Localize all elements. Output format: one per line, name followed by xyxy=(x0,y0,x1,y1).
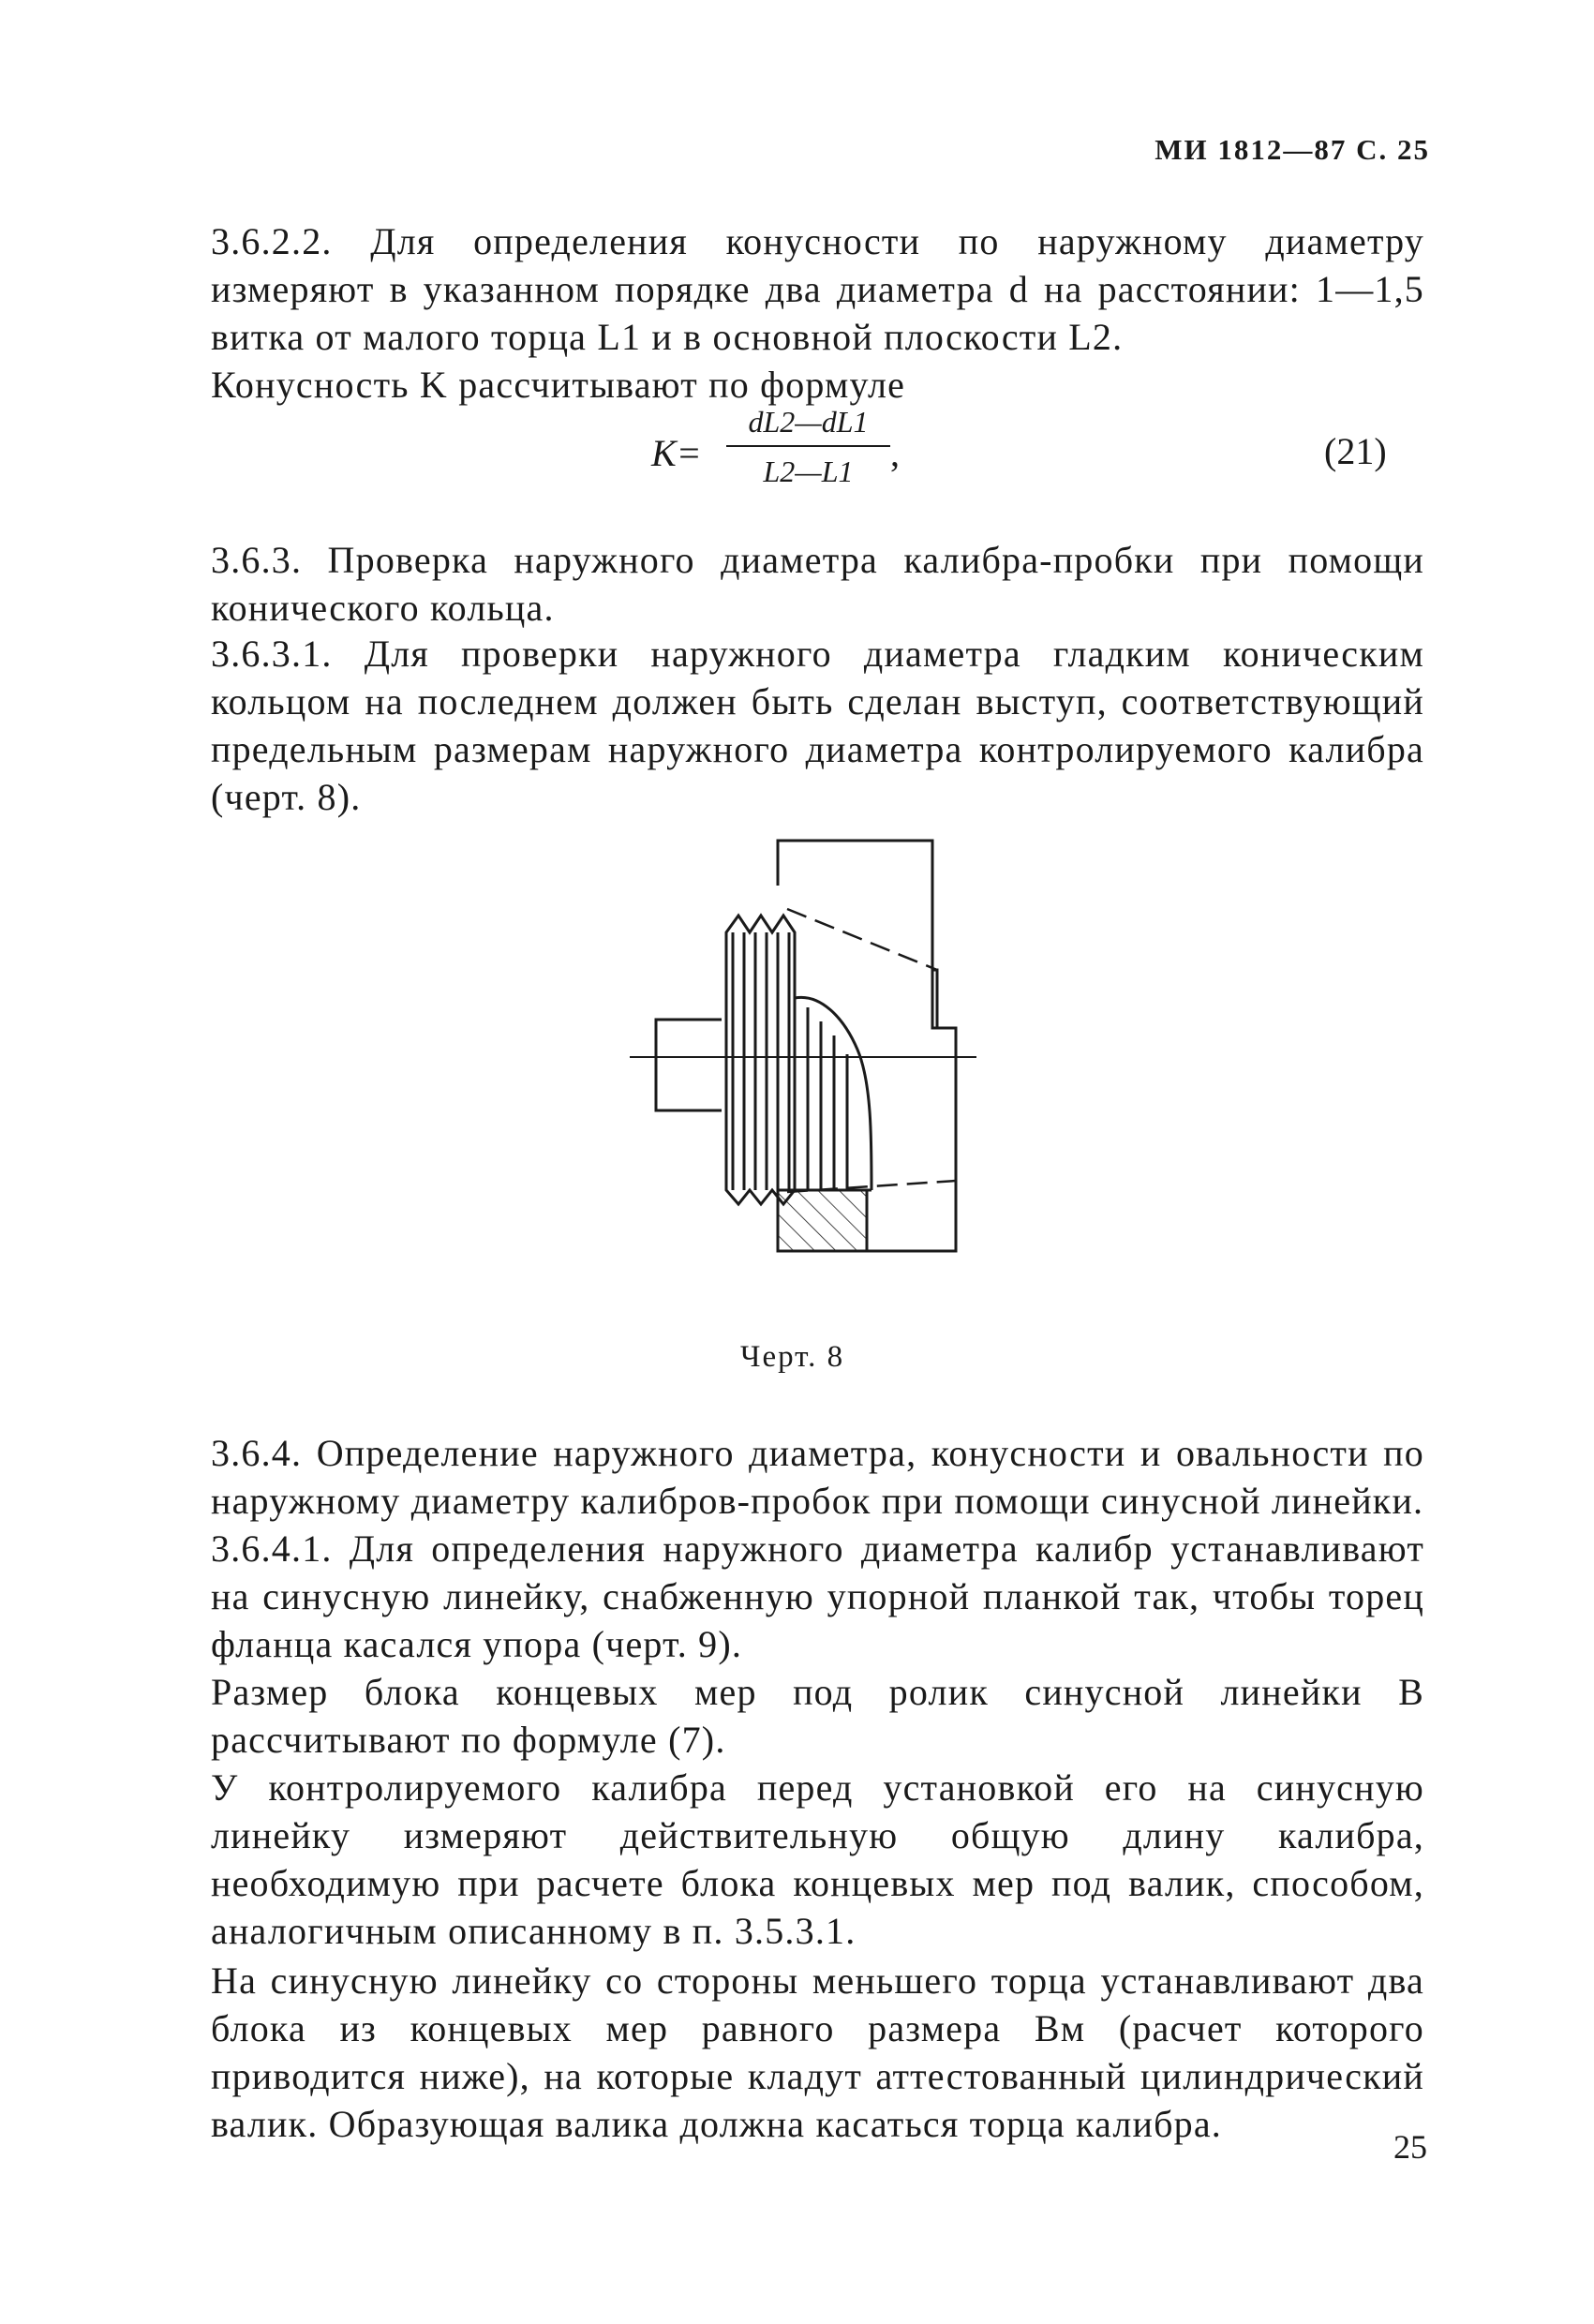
paragraph-sine-bar: На синусную линейку со стороны меньшего торца устанавливают два блока из концевых мер равного размера Bм (расчет которого приводится ниже), на которые кладут аттестованный цилиндрический валик. Образующая валика должна касаться торца калибра. xyxy=(211,1959,1424,2145)
thread-lines xyxy=(733,932,847,1190)
shaft-outline xyxy=(656,1020,722,1110)
fraction-bar xyxy=(726,445,890,447)
figure-8-drawing xyxy=(562,829,1003,1274)
paragraph-3-6-3-1: 3.6.3.1. Для проверки наружного диаметра гладким коническим кольцом на последнем должен быть сделан выступ, соответствующий предельным размерам наружного диаметра контролируемого калибра (черт. 8). xyxy=(211,633,1424,818)
paragraph-3-6-4: 3.6.4. Определение наружного диаметра, конусности и овальности по наружному диаметру калибров-пробок при помощи синусной линейки. xyxy=(211,1432,1424,1522)
paragraph-block-size: Размер блока концевых мер под ролик синусной линейки B рассчитывают по формуле (7). xyxy=(211,1671,1424,1761)
paragraph-3-6-4-1: 3.6.4.1. Для определения наружного диаметра калибр устанавливают на синусную линейку, снабженную упорной планкой так, чтобы торец фланца касался упора (черт. 9). xyxy=(211,1527,1424,1665)
formula-lhs: K= xyxy=(651,432,702,474)
paragraph-3-6-3: 3.6.3. Проверка наружного диаметра калибра-пробки при помощи конического кольца. xyxy=(211,539,1424,629)
ring-hatched-section xyxy=(778,1190,867,1251)
page-header: МИ 1812—87 С. 25 xyxy=(1155,133,1430,166)
paragraph-length-measure: У контролируемого калибра перед установкой его на синусную линейку измеряют действительную общую длину калибра, необходимую при расчете блока концевых мер под валик, способом, аналогичным описанному в п. 3.5.3.1. xyxy=(211,1766,1424,1952)
equation-number: (21) xyxy=(1324,430,1387,472)
paragraph-3-6-2-2: 3.6.2.2. Для определения конусности по наружному диаметру измеряют в указанном порядке два диаметра d на расстоянии: 1—1,5 витка от малого торца L1 и в основной плоскости L2. xyxy=(211,220,1424,358)
figure-caption: Черт. 8 xyxy=(740,1340,845,1374)
formula-denominator: L2—L1 xyxy=(763,454,854,488)
taper-line-top xyxy=(787,909,937,970)
paragraph-konusnost: Конусность K рассчитывают по формуле xyxy=(211,364,906,406)
formula-comma: , xyxy=(890,432,900,474)
formula-fraction xyxy=(726,405,890,489)
thread-profile xyxy=(726,916,795,1204)
formula-numerator: dL2—dL1 xyxy=(748,405,869,439)
page-number: 25 xyxy=(1393,2128,1427,2166)
